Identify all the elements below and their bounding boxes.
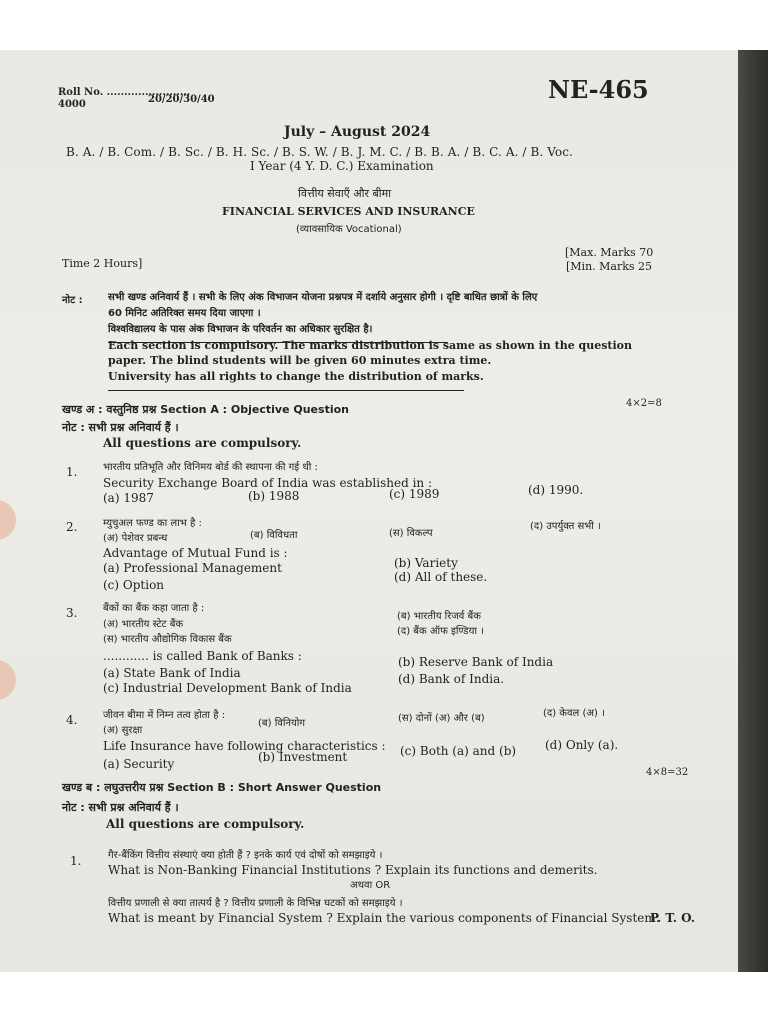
paper-code: NE-465 [548, 75, 649, 104]
section-b-title: खण्ड ब : लघुउत्तरीय प्रश्न Section B : Short Answer Question [62, 781, 382, 794]
question-number: 1. [70, 854, 82, 868]
option-b: (b) Investment [258, 750, 348, 764]
question-hindi-alt: वित्तीय प्रणाली से क्या तात्पर्य है ? वित्तीय प्रणाली के विभिन्न घटकों को समझाइये । [108, 898, 403, 909]
option-c: (c) Option [103, 578, 165, 592]
note-hindi-2: 60 मिनिट अतिरिक्त समय दिया जाएगा । [108, 308, 261, 319]
section-a-note-en: All questions are compulsory. [103, 436, 302, 450]
paper-sets: 20/20/30/40 [148, 94, 215, 105]
question-english: Security Exchange Board of India was established in : [103, 476, 432, 490]
max-marks: [Max. Marks 70 [565, 246, 654, 259]
question-english: Advantage of Mutual Fund is : [103, 546, 288, 560]
option-hindi-b: (ब) विनियोग [258, 718, 306, 729]
note-english-1: Each section is compulsory. The marks distribution is same as shown in the question [108, 339, 633, 352]
min-marks: [Min. Marks 25 [566, 260, 653, 273]
option-d: (d) 1990. [528, 483, 584, 497]
option-a: (a) Professional Management [103, 561, 282, 575]
note-label: नोट : [62, 295, 83, 306]
question-number: 1. [66, 465, 78, 479]
please-turn-over: P. T. O. [650, 911, 696, 925]
paper-type: (व्यावसायिक Vocational) [296, 224, 402, 235]
option-hindi-d: (द) उपर्युक्त सभी । [530, 521, 601, 532]
option-c: (c) Industrial Development Bank of India [103, 681, 352, 695]
option-a: (a) Security [103, 757, 175, 771]
paper-count: 4000 [58, 99, 86, 110]
option-d: (d) All of these. [394, 570, 488, 584]
section-a-marks: 4×2=8 [626, 398, 662, 409]
section-a-title: खण्ड अ : वस्तुनिष्ठ प्रश्न Section A : Objective Question [62, 403, 349, 416]
session: July – August 2024 [284, 124, 431, 140]
option-c: (c) 1989 [389, 487, 440, 501]
option-b: (b) Reserve Bank of India [398, 655, 554, 669]
option-hindi-c: (स) भारतीय औद्योगिक विकास बैंक [103, 634, 232, 645]
option-b: (b) Variety [394, 556, 458, 570]
option-hindi-a: (अ) भारतीय स्टेट बैंक [103, 619, 184, 630]
question-number: 4. [66, 713, 78, 727]
section-b-note-en: All questions are compulsory. [106, 817, 305, 831]
courses: B. A. / B. Com. / B. Sc. / B. H. Sc. / B. S. W. / B. J. M. C. / B. B. A. / B. C. A. / B. Voc. [66, 145, 573, 159]
background-shadow [738, 50, 768, 972]
time: Time 2 Hours] [62, 257, 143, 270]
note-hindi-3: विश्वविद्यालय के पास अंक विभाजन के परिवर्तन का अधिकार सुरक्षित है। [108, 324, 373, 335]
option-d: (d) Only (a). [545, 738, 619, 752]
option-a: (a) State Bank of India [103, 666, 241, 680]
question-hindi: म्युचुअल फण्ड का लाभ है : [103, 518, 202, 529]
option-b: (b) 1988 [248, 489, 300, 503]
option-hindi-d: (द) बैंक ऑफ इण्डिया । [397, 626, 484, 637]
section-a-note: नोट : सभी प्रश्न अनिवार्य हैं । [62, 421, 179, 434]
roll-number: Roll No. ........................ [58, 87, 191, 98]
subject-hindi: वित्तीय सेवाएँ और बीमा [298, 187, 392, 200]
question-hindi: भारतीय प्रतिभूति और विनिमय बोर्ड की स्थापना की गई थी : [103, 462, 318, 473]
question-english-alt: What is meant by Financial System ? Explain the various components of Financial System. [108, 911, 660, 925]
question-number: 2. [66, 520, 78, 534]
question-hindi: जीवन बीमा में निम्न तत्व होता है : [103, 710, 226, 721]
note-english-2: paper. The blind students will be given 60 minutes extra time. [108, 354, 492, 367]
or-separator: अथवा OR [350, 880, 391, 891]
note-english-3: University has all rights to change the distribution of marks. [108, 370, 484, 383]
section-b-marks: 4×8=32 [646, 767, 689, 778]
option-hindi-a: (अ) पेशेवर प्रबन्ध [103, 533, 168, 544]
option-hindi-b: (ब) भारतीय रिजर्व बैंक [397, 611, 481, 622]
section-b-note: नोट : सभी प्रश्न अनिवार्य हैं । [62, 801, 179, 814]
question-hindi: बैंकों का बैंक कहा जाता है : [103, 603, 205, 614]
exam-year: I Year (4 Y. D. C.) Examination [250, 159, 434, 173]
question-english: ............ is called Bank of Banks : [103, 649, 302, 663]
question-number: 3. [66, 606, 78, 620]
subject-english: FINANCIAL SERVICES AND INSURANCE [222, 205, 475, 218]
option-d: (d) Bank of India. [398, 672, 505, 686]
option-hindi-c: (स) दोनों (अ) और (ब) [398, 713, 485, 724]
option-hindi-a: (अ) सुरक्षा [103, 725, 143, 736]
option-hindi-c: (स) विकल्प [389, 528, 433, 539]
question-english: What is Non-Banking Financial Institutions ? Explain its functions and demerits. [108, 863, 598, 877]
underline [108, 390, 464, 391]
question-hindi: गैर-बैंकिंग वित्तीय संस्थाएं क्या होती हैं ? इनके कार्य एवं दोषों को समझाइये । [108, 850, 383, 861]
question-english: Life Insurance have following characteristics : [103, 739, 386, 753]
note-hindi-1: सभी खण्ड अनिवार्य हैं । सभी के लिए अंक विभाजन योजना प्रश्नपत्र में दर्शाये अनुसार होगी । दृष्टि बाधित छात्रों के लिए [108, 292, 538, 303]
option-c: (c) Both (a) and (b) [400, 744, 517, 758]
option-hindi-d: (द) केवल (अ) । [543, 708, 605, 719]
option-a: (a) 1987 [103, 491, 154, 505]
option-hindi-b: (ब) विविधता [250, 530, 298, 541]
